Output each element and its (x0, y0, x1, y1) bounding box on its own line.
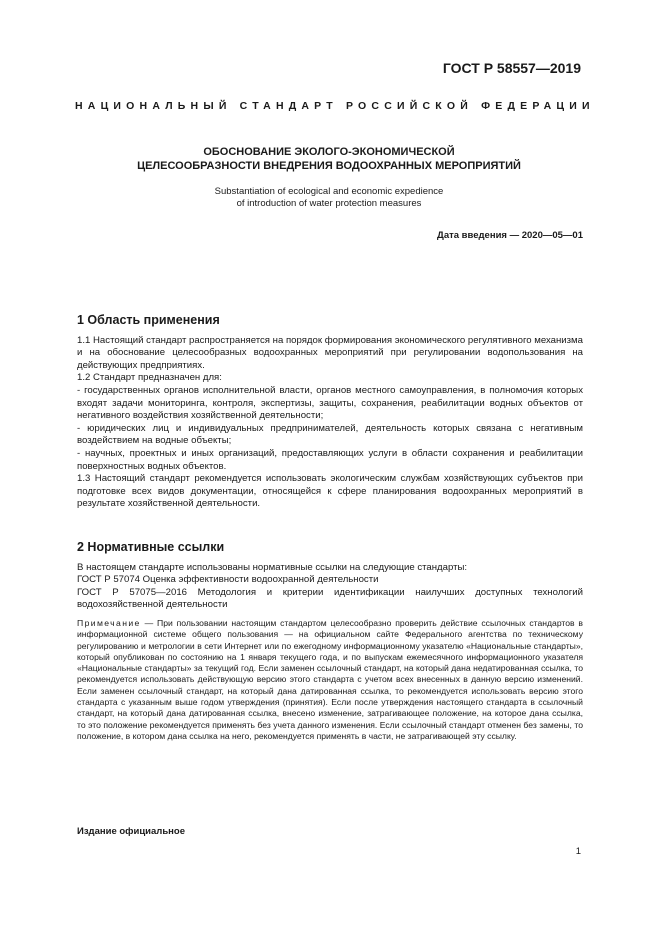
title-line-2: ЦЕЛЕСООБРАЗНОСТИ ВНЕДРЕНИЯ ВОДООХРАННЫХ МЕРОПРИЯТИЙ (137, 160, 521, 172)
document-title (75, 145, 583, 173)
paragraph-1-3: 1.3 Настоящий стандарт рекомендуется использовать экологическим службам хозяйствующих субъектов при подготовке всех видов документации, относящейся к сфере планирования водоохранных мероприятий в результате хозяйственной деятельности. (77, 473, 583, 510)
official-edition-label: Издание официальное (77, 826, 185, 837)
list-item-organizations: - научных, проектных и иных организаций, предоставляющих услуги в области сохранения и реабилитации поверхностных водных объектов. (77, 447, 583, 472)
introduction-date: Дата введения — 2020—05—01 (437, 230, 583, 241)
english-subtitle (75, 186, 583, 210)
section-2-heading: 2 Нормативные ссылки (77, 540, 225, 554)
references-note (77, 618, 583, 742)
references-intro: В настоящем стандарте использованы нормативные ссылки на следующие стандарты: (77, 561, 468, 573)
page-number: 1 (575, 846, 581, 857)
subtitle-line-2: of introduction of water protection measures (236, 198, 422, 209)
paragraph-1-1: 1.1 Настоящий стандарт распространяется на порядок формирования экономического регулятивного механизма и на обоснование целесообразных водоохранных мероприятий при регулировании водопользования на действующих предприятиях. (77, 334, 583, 371)
national-standard-banner: НАЦИОНАЛЬНЫЙ СТАНДАРТ РОССИЙСКОЙ ФЕДЕРАЦИИ (75, 100, 595, 112)
paragraph-1-2: 1.2 Стандарт предназначен для: (77, 372, 222, 384)
section-1-heading: 1 Область применения (77, 313, 220, 327)
list-item-authorities: - государственных органов исполнительной власти, органов местного самоуправления, в полномочия которых входят задачи мониторинга, контроля, экспертизы, защиты, сохранения, реабилитации водных объектов от негативного воздействия хозяйственной деятельности; (77, 384, 583, 422)
section-normative-references (77, 541, 583, 742)
section-scope (77, 314, 583, 511)
note-label: Примечание (77, 617, 141, 628)
title-line-1: ОБОСНОВАНИЕ ЭКОЛОГО-ЭКОНОМИЧЕСКОЙ (203, 146, 455, 158)
standard-number: ГОСТ Р 58557—2019 (442, 60, 581, 76)
note-text: — При пользовании настоящим стандартом целесообразно проверить действие ссылочных стандартов в информационной системе общего пользования — на официальном сайте Федерального агентства по техническому регулированию и метрологии в сети Интернет или по ежегодному информационному указателю «Национальные стандарты», который опубликован по состоянию на 1 января текущего года, и по выпускам ежемесячного информационного указателя «Национальные стандарты» за текущий год. Если заменен ссылочный стандарт, на который дана недатированная ссылка, то рекомендуется использовать действующую версию этого стандарта с учетом всех внесенных в данную версию изменений. Если заменен ссылочный стандарт, на который дана датированная ссылка, то рекомендуется использовать версию этого стандарта с указанным выше годом утверждения (принятия). Если после утверждения настоящего стандарта в ссылочный стандарт, на который дана датированная ссылка, внесено изменение, затрагивающее положение, на которое дана ссылка, то это положение рекомендуется применять без учета данного изменения. Если ссылочный стандарт отменен без замены, то положение, в котором дана ссылка на него, рекомендуется применять в части, не затрагивающей эту ссылку. (77, 617, 583, 741)
subtitle-line-1: Substantiation of ecological and economic expedience (214, 186, 444, 197)
list-item-legal-entities: - юридических лиц и индивидуальных предпринимателей, деятельность которых связана с негативным воздействием на водные объекты; (77, 422, 583, 447)
reference-gost-57074: ГОСТ Р 57074 Оценка эффективности водоохранной деятельности (77, 574, 379, 586)
reference-gost-57075: ГОСТ Р 57075—2016 Методология и критерии идентификации наилучших доступных технологий водохозяйственной деятельности (77, 586, 583, 611)
